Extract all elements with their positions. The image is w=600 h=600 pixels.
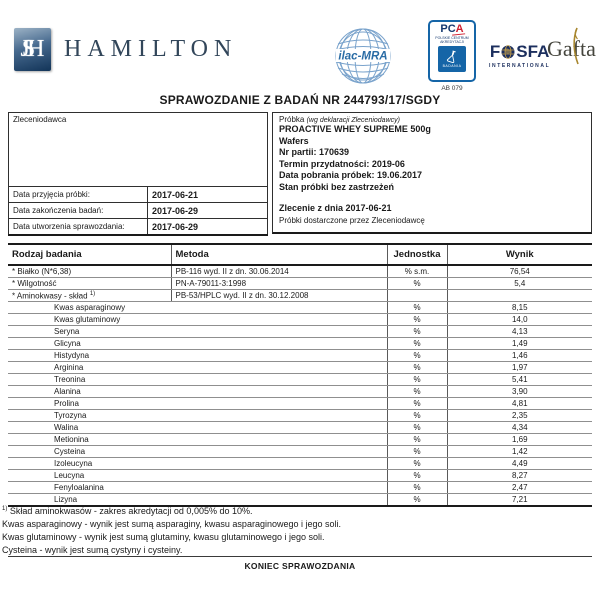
column-header: Metoda: [171, 244, 387, 265]
analysis-name: * Aminokwasy - skład $^{1)}$: [8, 290, 171, 302]
date-value: 2017-06-29: [148, 203, 268, 219]
analysis-result: 2,47: [447, 482, 592, 494]
date-label: Data zakończenia badań:: [9, 203, 148, 219]
result-row: [8, 386, 592, 398]
result-row: [8, 290, 592, 302]
footnote: Cysteina - wynik jest sumą cystyny i cysteiny.: [2, 545, 183, 555]
sample-lines: [279, 124, 585, 193]
info-section: [8, 112, 592, 236]
client-box: [8, 112, 268, 187]
sample-line: Nr partii: 170639: [279, 147, 350, 157]
analysis-result: 4,34: [447, 422, 592, 434]
analysis-name: * Białko (N*6,38): [8, 265, 171, 278]
analysis-result: 5,4: [447, 278, 592, 290]
jsh-logo-letters: JSH: [20, 36, 37, 62]
analysis-unit: %: [387, 350, 447, 362]
analysis-unit: %: [387, 410, 447, 422]
client-and-dates: [8, 112, 268, 236]
result-row: [8, 338, 592, 350]
result-row: [8, 434, 592, 446]
analysis-name: Izoleucyna: [8, 458, 387, 470]
date-row: [9, 203, 268, 219]
fosfa-title: F SFA: [489, 42, 550, 61]
analysis-result: 8,15: [447, 302, 592, 314]
jsh-logo-mark: [14, 28, 51, 71]
result-row: [8, 362, 592, 374]
result-row: [8, 350, 592, 362]
result-row: [8, 470, 592, 482]
analysis-result: 4,81: [447, 398, 592, 410]
analysis-result: 1,69: [447, 434, 592, 446]
fosfa-badge: [489, 42, 550, 69]
end-of-report: KONIEC SPRAWOZDANIA: [8, 556, 592, 571]
sample-line: Stan próbki bez zastrzeżeń: [279, 181, 395, 192]
result-row: [8, 265, 592, 278]
analysis-result: 7,21: [447, 494, 592, 507]
gafta-badge: Gafta: [547, 36, 596, 62]
analysis-unit: [387, 290, 447, 302]
analysis-result: 1,49: [447, 338, 592, 350]
analysis-name: * Wilgotność: [8, 278, 171, 290]
analysis-method: PN-A-79011-3:1998: [171, 278, 387, 290]
footnote: Kwas asparaginowy - wynik jest sumą asparaginy, kwasu asparaginowego i jego soli.: [2, 519, 342, 529]
analysis-method: PB-53/HPLC wyd. II z dn. 30.12.2008: [171, 290, 387, 302]
analysis-name: Walina: [8, 422, 387, 434]
pca-badge: [427, 20, 477, 92]
date-value: 2017-06-29: [148, 219, 268, 236]
pca-accreditation-number: AB 079: [441, 85, 463, 92]
date-value: 2017-06-21: [148, 187, 268, 203]
analysis-result: 1,46: [447, 350, 592, 362]
result-row: [8, 410, 592, 422]
sample-line: Wafers: [279, 135, 309, 146]
analysis-name: Tyrozyna: [8, 410, 387, 422]
results-header-row: [8, 244, 592, 265]
client-label: Zleceniodawca: [13, 115, 67, 124]
hamilton-wordmark: HAMILTON: [64, 36, 238, 62]
fosfa-subtitle: INTERNATIONAL: [489, 63, 551, 69]
analysis-unit: %: [387, 314, 447, 326]
analysis-unit: %: [387, 338, 447, 350]
analysis-unit: %: [387, 470, 447, 482]
analysis-result: [447, 290, 592, 302]
sample-label-note: (wg deklaracji Zleceniodawcy): [306, 117, 400, 124]
analysis-name: Glicyna: [8, 338, 387, 350]
analysis-name: Metionina: [8, 434, 387, 446]
ilac-mra-stamp-icon: [334, 27, 392, 85]
analysis-method: PB-116 wyd. II z dn. 30.06.2014: [171, 265, 387, 278]
analysis-unit: %: [387, 446, 447, 458]
sample-line: Termin przydatności: 2019-06: [279, 158, 405, 169]
jsh-hamilton-logo: [14, 28, 237, 71]
analysis-name: Fenyloalanina: [8, 482, 387, 494]
analysis-result: 76,54: [447, 265, 592, 278]
analysis-name: Seryna: [8, 326, 387, 338]
date-row: [9, 219, 268, 236]
analysis-unit: %: [387, 386, 447, 398]
footnote: $^{1)}$ Skład aminokwasów - zakres akredytacji od 0,005% do 10%.: [2, 506, 253, 516]
analysis-result: 1,42: [447, 446, 592, 458]
order-date: Zlecenie z dnia 2017-06-21: [279, 203, 392, 213]
analysis-name: Treonina: [8, 374, 387, 386]
pca-inner-label: BADANIA: [442, 64, 462, 68]
column-header: Rodzaj badania: [8, 244, 171, 265]
analysis-unit: %: [387, 398, 447, 410]
results-body: [8, 265, 592, 506]
ilac-mra-badge: [334, 27, 392, 90]
analysis-unit: %: [387, 494, 447, 507]
pca-badge-box: [428, 20, 476, 82]
sample-line: Data pobrania próbek: 19.06.2017: [279, 170, 423, 180]
column-header: Wynik: [447, 244, 592, 265]
sample-delivery-note: Próbki dostarczone przez Zleceniodawcę: [279, 215, 425, 225]
result-row: [8, 482, 592, 494]
date-label: Data utworzenia sprawozdania:: [9, 219, 148, 236]
analysis-unit: %: [387, 374, 447, 386]
pca-subtitle: POLSKIE CENTRUM AKREDYTACJI: [435, 36, 469, 44]
flask-icon: [446, 50, 459, 63]
result-row: [8, 374, 592, 386]
analysis-name: Cysteina: [8, 446, 387, 458]
analysis-unit: %: [387, 278, 447, 290]
gafta-text: Ga: [547, 36, 573, 61]
analysis-unit: %: [387, 458, 447, 470]
result-row: [8, 398, 592, 410]
analysis-name: Kwas glutaminowy: [8, 314, 387, 326]
pca-title: PCA: [440, 23, 464, 35]
analysis-result: 14,0: [447, 314, 592, 326]
footnote: Kwas glutaminowy - wynik jest sumą glutaminy, kwasu glutaminowego i jego soli.: [2, 532, 325, 542]
analysis-name: Alanina: [8, 386, 387, 398]
analysis-result: 5,41: [447, 374, 592, 386]
svg-text:ilac-MRA: ilac-MRA: [338, 50, 388, 63]
result-row: [8, 302, 592, 314]
analysis-result: 4,13: [447, 326, 592, 338]
date-label: Data przyjęcia próbki:: [9, 187, 148, 203]
column-header: Jednostka: [387, 244, 447, 265]
dates-table-body: [9, 187, 268, 236]
analysis-unit: %: [387, 326, 447, 338]
sample-label: Próbka (wg deklaracji Zleceniodawcy): [279, 115, 400, 124]
analysis-name: Histydyna: [8, 350, 387, 362]
result-row: [8, 422, 592, 434]
analysis-name: Kwas asparaginowy: [8, 302, 387, 314]
result-row: [8, 458, 592, 470]
sample-spacer: [279, 193, 585, 203]
result-row: [8, 278, 592, 290]
analysis-unit: % s.m.: [387, 265, 447, 278]
report-title: SPRAWOZDANIE Z BADAŃ NR 244793/17/SGDY: [159, 93, 441, 107]
analysis-unit: %: [387, 302, 447, 314]
result-row: [8, 314, 592, 326]
footnotes: [2, 503, 594, 557]
pca-inner-seal: [438, 46, 466, 72]
result-row: [8, 446, 592, 458]
analysis-result: 4,49: [447, 458, 592, 470]
fosfa-globe-icon: [501, 45, 515, 59]
date-row: [9, 187, 268, 203]
analysis-name: Lizyna: [8, 494, 387, 507]
analysis-name: Leucyna: [8, 470, 387, 482]
analysis-name: Prolina: [8, 398, 387, 410]
analysis-unit: %: [387, 434, 447, 446]
analysis-result: 2,35: [447, 410, 592, 422]
analysis-unit: %: [387, 362, 447, 374]
sample-line: PROACTIVE WHEY SUPREME 500g: [279, 124, 431, 134]
analysis-unit: %: [387, 482, 447, 494]
sample-box: [272, 112, 592, 234]
analysis-result: 8,27: [447, 470, 592, 482]
analysis-result: 1,97: [447, 362, 592, 374]
gafta-wheat-icon: [567, 27, 583, 65]
results-table: [8, 243, 592, 507]
analysis-name: Arginina: [8, 362, 387, 374]
analysis-unit: %: [387, 422, 447, 434]
analysis-result: 3,90: [447, 386, 592, 398]
dates-table: [8, 186, 268, 236]
result-row: [8, 326, 592, 338]
